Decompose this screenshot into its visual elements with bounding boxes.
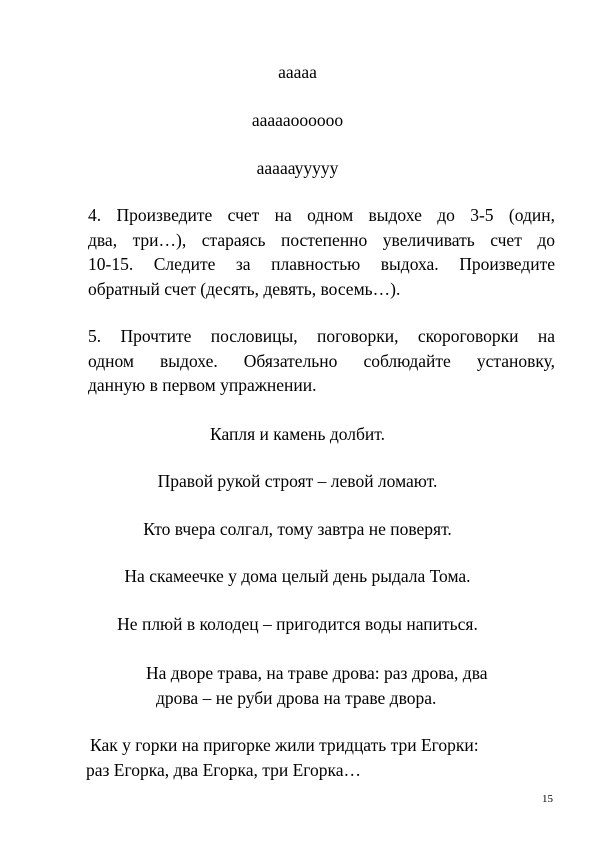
exercise-4-paragraph <box>88 203 555 301</box>
exercise-5-line: 5. Прочтите пословицы, поговорки, скороговорки на <box>88 326 555 346</box>
proverb-line: Кто вчера солгал, тому завтра не поверят. <box>143 519 452 539</box>
exercise-4-line: 4. Произведите счет на одном выдохе до 3-5 (один, <box>88 205 555 225</box>
exercise-4-line: два, три…), стараясь постепенно увеличивать счет до <box>88 229 555 250</box>
tongue-twister-1-line-2: дрова – не руби дрова на траве двора. <box>156 688 437 708</box>
proverb-line: Не плюй в колодец – пригодится воды напиться. <box>117 614 478 634</box>
tongue-twister-2-line-2: раз Егорка, два Егорка, три Егорка… <box>86 760 362 780</box>
proverb-line: Капля и камень долбит. <box>210 424 385 444</box>
vowel-line-3: аааааууууу <box>256 158 339 178</box>
vowel-line-1: ааааа <box>278 62 317 82</box>
exercise-4-line: обратный счет (десять, девять, восемь…). <box>88 278 401 299</box>
page-number: 15 <box>542 793 553 805</box>
vowel-line-2: аааааоооооо <box>251 110 344 130</box>
exercise-5-paragraph <box>88 324 555 398</box>
proverb-line: На скамеечке у дома целый день рыдала Тома. <box>124 566 471 586</box>
tongue-twister-1-line-1: На дворе трава, на траве дрова: раз дрова, два <box>146 663 488 683</box>
exercise-5-line: данную в первом упражнении. <box>88 375 317 395</box>
tongue-twister-2-line-1: Как у горки на пригорке жили тридцать три Егорки: <box>90 735 479 755</box>
proverb-line: Правой рукой строят – левой ломают. <box>157 471 438 491</box>
exercise-5-line: одном выдохе. Обязательно соблюдайте установку, <box>88 350 555 371</box>
exercise-4-line: 10-15. Следите за плавностью выдоха. Произведите <box>88 254 555 274</box>
